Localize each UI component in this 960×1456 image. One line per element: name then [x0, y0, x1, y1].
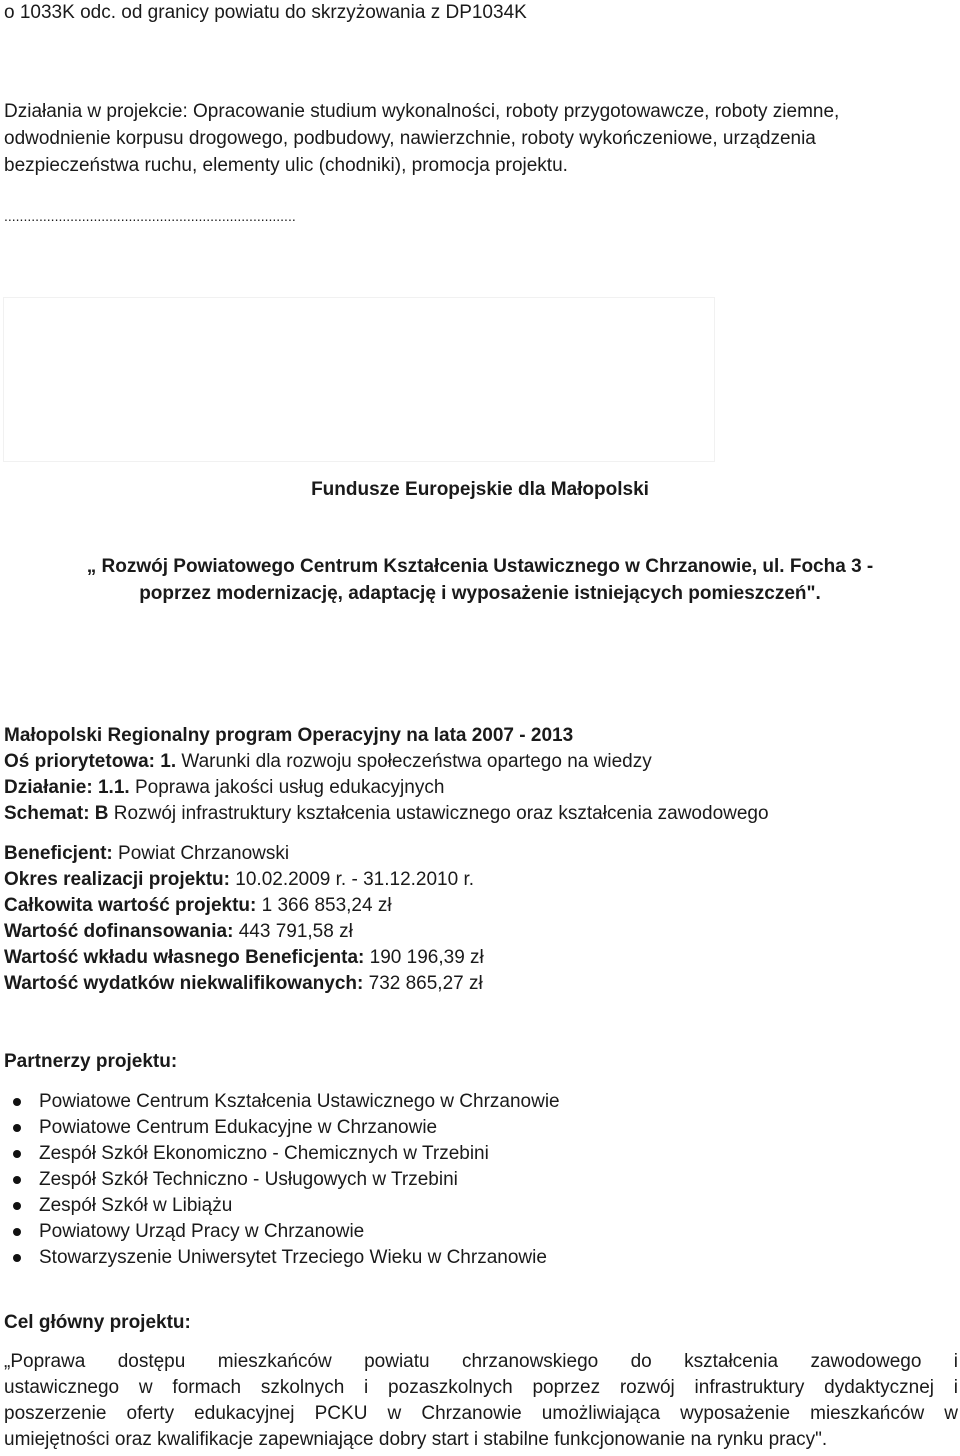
bullet-icon [13, 1150, 21, 1158]
list-item [0, 1219, 560, 1245]
list-item [0, 1089, 560, 1115]
priority-axis-value: Warunki dla rozwoju społeczeństwa opartego na wiedzy [176, 751, 652, 772]
period-label: Okres realizacji projektu: [4, 869, 230, 890]
total-value [4, 895, 392, 917]
beneficiary [4, 843, 289, 865]
list-item [0, 1193, 560, 1219]
goal-text [4, 1349, 958, 1453]
goal-heading: Cel główny projektu: [4, 1312, 191, 1333]
period [4, 869, 474, 891]
partner-name: Zespół Szkół Ekonomiczno - Chemicznych w Trzebini [39, 1143, 489, 1164]
partners-heading: Partnerzy projektu: [4, 1051, 178, 1072]
partner-name: Powiatowe Centrum Kształcenia Ustawicznego w Chrzanowie [39, 1091, 560, 1112]
actions-line-2: odwodnienie korpusu drogowego, podbudowy, nawierzchnie, roboty wykończeniowe, urządzenia [4, 128, 816, 149]
list-item [0, 1167, 560, 1193]
bullet-icon [13, 1176, 21, 1184]
own-contribution-amount: 190 196,39 zł [364, 947, 484, 968]
own-contribution-label: Wartość wkładu własnego Beneficjenta: [4, 947, 365, 968]
partner-name: Powiatowy Urząd Pracy w Chrzanowie [39, 1221, 365, 1242]
partner-name: Zespół Szkół w Libiążu [39, 1195, 233, 1216]
goal-line-4: umiejętności oraz kwalifikacje zapewniające dobry start i stabilne funkcjonowanie na rynku pracy". [4, 1429, 828, 1450]
partners-list [0, 1089, 560, 1271]
list-item [0, 1245, 560, 1271]
measure-label: Działanie: 1.1. [4, 777, 130, 798]
image-placeholder [3, 297, 715, 462]
bullet-icon [13, 1254, 21, 1262]
scheme-value: Rozwój infrastruktury kształcenia ustawicznego oraz kształcenia zawodowego [108, 803, 769, 824]
partner-name: Zespół Szkół Techniczno - Usługowych w Trzebini [39, 1169, 458, 1190]
bullet-icon [13, 1228, 21, 1236]
goal-line-2: ustawicznego w formach szkolnych i pozaszkolnych poprzez rozwój infrastruktury dydaktycznej i [4, 1377, 958, 1398]
project-title-line-1: „ Rozwój Powiatowego Centrum Kształcenia Ustawicznego w Chrzanowie, ul. Focha 3 - [86, 556, 874, 577]
period-value: 10.02.2009 r. - 31.12.2010 r. [230, 869, 475, 890]
partner-name: Stowarzyszenie Uniwersytet Trzeciego Wieku w Chrzanowie [39, 1247, 547, 1268]
cofinancing [4, 921, 353, 943]
bullet-icon [13, 1202, 21, 1210]
route-description: o 1033K odc. od granicy powiatu do skrzyżowania z DP1034K [4, 2, 527, 23]
program-name: Małopolski Regionalny program Operacyjny na lata 2007 - 2013 [4, 725, 574, 746]
actions-line-3: bezpieczeństwa ruchu, elementy ulic (chodniki), promocja projektu. [4, 155, 568, 176]
list-item [0, 1141, 560, 1167]
project-title-line-2: poprzez modernizację, adaptację i wyposażenie istniejących pomieszczeń". [139, 583, 821, 604]
ineligible-costs-label: Wartość wydatków niekwalifikowanych: [4, 973, 364, 994]
goal-line-3: poszerzenie oferty edukacyjnej PCKU w Chrzanowie umożliwiająca wyposażenie mieszkańców w [4, 1403, 958, 1424]
bullet-icon [13, 1098, 21, 1106]
total-value-amount: 1 366 853,24 zł [256, 895, 392, 916]
cofinancing-amount: 443 791,58 zł [233, 921, 353, 942]
measure [4, 777, 444, 799]
ineligible-costs [4, 973, 483, 995]
actions-line-1: Działania w projekcie: Opracowanie studium wykonalności, roboty przygotowawcze, roboty ziemne, [4, 101, 840, 122]
measure-value: Poprawa jakości usług edukacyjnych [129, 777, 445, 798]
partner-name: Powiatowe Centrum Edukacyjne w Chrzanowie [39, 1117, 438, 1138]
scheme [4, 803, 769, 825]
list-item [0, 1115, 560, 1141]
beneficiary-label: Beneficjent: [4, 843, 113, 864]
scheme-label: Schemat: B [4, 803, 109, 824]
bullet-icon [13, 1124, 21, 1132]
priority-axis-label: Oś priorytetowa: 1. [4, 751, 177, 772]
dotted-separator: ........................................................................... [4, 208, 296, 224]
fund-title: Fundusze Europejskie dla Małopolski [311, 479, 649, 500]
total-value-label: Całkowita wartość projektu: [4, 895, 257, 916]
priority-axis [4, 751, 652, 773]
ineligible-costs-amount: 732 865,27 zł [363, 973, 483, 994]
goal-line-1: „Poprawa dostępu mieszkańców powiatu chrzanowskiego do kształcenia zawodowego i [4, 1351, 958, 1372]
beneficiary-value: Powiat Chrzanowski [112, 843, 290, 864]
cofinancing-label: Wartość dofinansowania: [4, 921, 234, 942]
own-contribution [4, 947, 484, 969]
